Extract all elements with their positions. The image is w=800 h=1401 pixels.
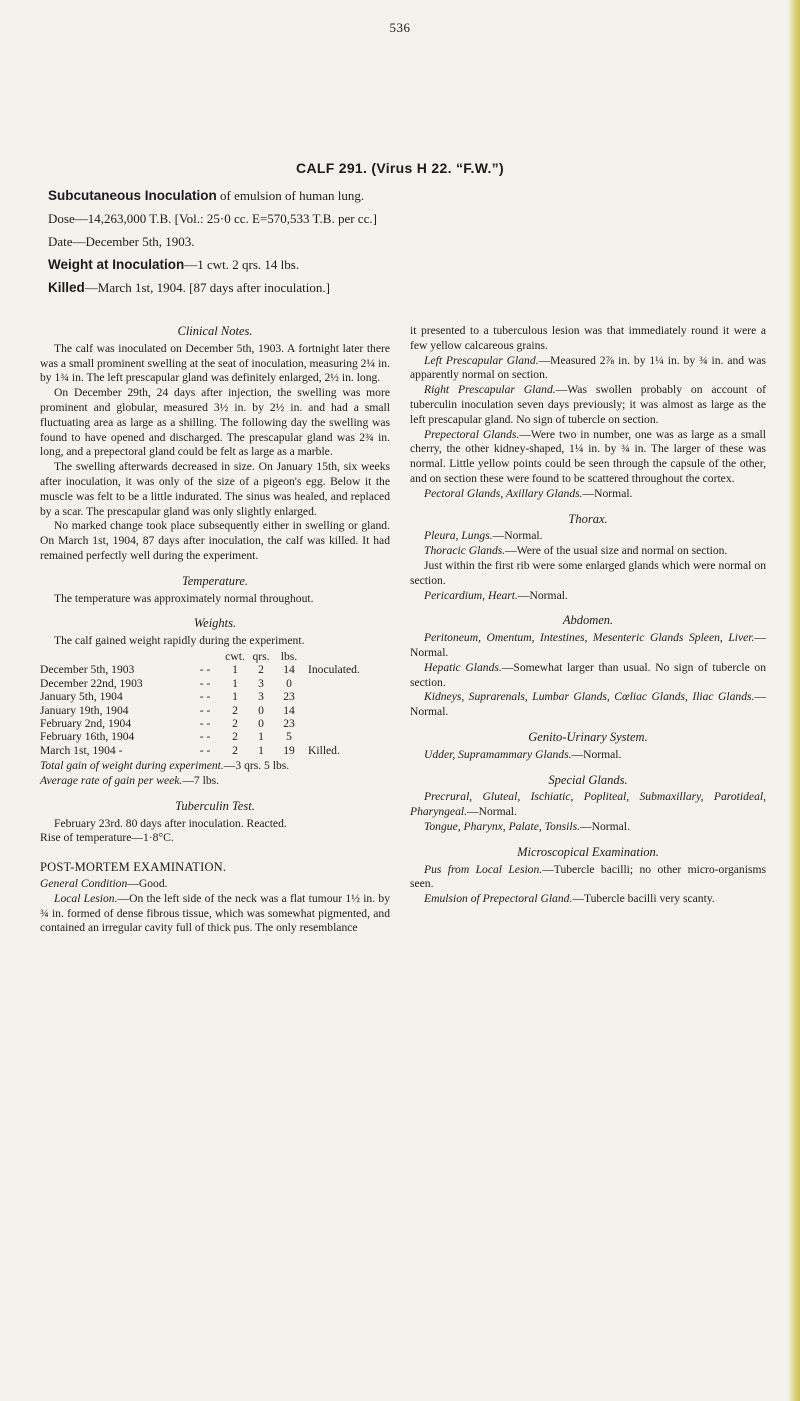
row-note (304, 690, 360, 703)
page-number: 536 (389, 20, 411, 35)
special-glands-heading: Special Glands. (548, 772, 628, 787)
row-dash: - - (199, 663, 211, 677)
pleura-text: —Normal. (492, 529, 543, 543)
kidneys (410, 690, 766, 720)
peritoneum-text: —Normal. (410, 631, 766, 659)
row-dash: - - (199, 730, 211, 744)
table-row (40, 677, 360, 690)
row-dash: - - (199, 676, 211, 690)
row-qrs: 3 (258, 676, 264, 690)
microscopical-heading: Microscopical Examination. (517, 844, 659, 859)
temperature-heading: Temperature. (181, 573, 249, 588)
row-date: March 1st, 1904 - (40, 743, 123, 757)
weight-label: Weight at Inoculation (48, 257, 185, 272)
general-condition-text: —Good. (127, 876, 168, 890)
udder (410, 748, 766, 763)
pectoral-text: —Normal. (582, 486, 633, 500)
right-column (410, 324, 766, 907)
weights-intro: The calf gained weight rapidly during the experiment. (54, 634, 305, 648)
row-date: December 5th, 1903 (40, 663, 135, 677)
kidneys-label: Kidneys, Suprarenals, Lumbar Glands, Cœliac Glands, Iliac Glands. (424, 690, 755, 704)
prepectoral-label: Prepectoral Glands. (424, 427, 520, 441)
hepatic-label: Hepatic Glands. (424, 660, 502, 674)
clinical-paragraph: On December 29th, 24 days after injection, the swelling was more prominent and globular, measured 3½ in. by 2½ in. and had a small fluctuating area as large as a shilling. The following day the swelling was found to have opened and discharged. The prescapular gland was 2¾ in. long, and a prepectoral gland could be felt as large as a marble. (40, 386, 390, 459)
row-cwt: 2 (232, 743, 238, 757)
hepatic (410, 661, 766, 691)
clinical-paragraph: The swelling afterwards decreased in size. On January 15th, six weeks after inoculation, it was only of the size of a pigeon's egg. Below it the muscle was felt to be a little indurated. The sinus was healed, and replaced by a scar. The prescapular gland was only slightly enlarged. (40, 460, 390, 518)
row-qrs: 1 (258, 730, 264, 744)
table-row (40, 704, 360, 717)
average-rate-value: —7 lbs. (182, 773, 220, 787)
pericardium-label: Pericardium, Heart. (424, 588, 518, 602)
prepectoral-text: —Were two in number, one was as large as a small cherry, the other kidney-shaped, 1¼ in. by ¾ in. The larger of these was normal. Little yellow points could be seen through the capsule of the other, and on section these were found to be scattered throughout the cortex. (410, 427, 766, 485)
pericardium (410, 589, 766, 604)
row-lbs: 14 (283, 663, 295, 677)
row-note: Killed. (308, 743, 340, 757)
hepatic-text: —Somewhat larger than usual. No sign of tubercle on section. (410, 660, 766, 689)
pericardium-text: —Normal. (517, 588, 568, 602)
row-cwt: 1 (232, 676, 238, 690)
peritoneum-label: Peritoneum, Omentum, Intestines, Mesenteric Glands Spleen, Liver. (424, 631, 755, 645)
row-dash: - - (199, 743, 211, 757)
tongue-text: —Normal. (580, 819, 630, 833)
clinical-paragraph: The calf was inoculated on December 5th, 1903. A fortnight later there was a small prominent swelling at the seat of inoculation, measuring 2¼ in. by 1¾ in. The left prescapular gland was definitely enlarged, 2½ in. long. (40, 341, 390, 385)
weight-line (48, 253, 768, 276)
abdomen-heading: Abdomen. (562, 613, 614, 628)
weights-header-row (40, 650, 360, 663)
pus-finding (410, 863, 766, 893)
thoracic-label: Thoracic Glands. (424, 544, 506, 558)
precrural-text: —Normal. (467, 805, 517, 819)
row-dash: - - (199, 703, 211, 717)
right-prescapular-label: Right Prescapular Gland. (424, 383, 556, 397)
thoracic (410, 544, 766, 559)
row-lbs: 0 (286, 676, 292, 690)
col-lbs: lbs. (280, 649, 298, 663)
tuberculin-paragraph: February 23rd. 80 days after inoculation. Reacted. (54, 816, 287, 830)
row-lbs: 23 (283, 690, 295, 704)
precrural (410, 790, 766, 820)
row-note (304, 677, 360, 690)
genito-urinary-heading: Genito-Urinary System. (528, 729, 648, 744)
table-row (40, 717, 360, 730)
emulsion-text: —Tubercle bacilli very scanty. (572, 892, 715, 906)
kidneys-text: —Normal. (410, 690, 766, 719)
pectoral-label: Pectoral Glands, Axillary Glands. (424, 486, 583, 500)
row-cwt: 1 (232, 690, 238, 704)
average-rate-label: Average rate of gain per week. (40, 773, 183, 787)
col-cwt: cwt. (225, 649, 245, 663)
prepectoral (410, 428, 766, 487)
total-gain-label: Total gain of weight during experiment. (40, 759, 224, 773)
right-prescapular-text: —Was swollen probably on account of tuberculin inoculation seven days previously; it was almost as large as the left prescapular gland. No sign of tubercle on section. (410, 383, 767, 426)
row-date: February 2nd, 1904 (40, 716, 132, 730)
row-lbs: 14 (283, 703, 295, 717)
row-date: January 5th, 1904 (40, 690, 123, 704)
row-cwt: 2 (232, 716, 238, 730)
weight-text: —1 cwt. 2 qrs. 14 lbs. (184, 257, 300, 272)
row-note (304, 704, 360, 717)
table-row (40, 744, 360, 757)
row-qrs: 2 (258, 663, 264, 677)
table-row (40, 663, 360, 676)
peritoneum (410, 631, 766, 661)
row-dash: - - (199, 716, 211, 730)
page-edge-stain (788, 0, 800, 1401)
pleura-label: Pleura, Lungs. (424, 529, 493, 543)
row-cwt: 1 (232, 663, 238, 677)
killed-line (48, 276, 768, 299)
local-lesion (40, 892, 390, 936)
table-row (40, 690, 360, 703)
general-condition-label: General Condition (40, 876, 128, 890)
row-note (304, 717, 360, 730)
dose-line: Dose—14,263,000 T.B. [Vol.: 25·0 cc. E=570,533 T.B. per cc.] (48, 211, 377, 226)
row-date: January 19th, 1904 (40, 703, 129, 717)
temperature-paragraph: The temperature was approximately normal throughout. (54, 591, 314, 605)
thoracic-note: Just within the first rib were some enlarged glands which were normal on section. (410, 558, 766, 587)
postmortem-heading: POST-MORTEM EXAMINATION. (40, 860, 227, 875)
row-lbs: 5 (286, 730, 292, 744)
udder-text: —Normal. (571, 747, 622, 761)
local-lesion-continued: it presented to a tuberculous lesion was that immediately round it were a few yellow calcareous grains. (410, 324, 766, 352)
total-gain-line (40, 759, 390, 774)
row-lbs: 23 (283, 716, 295, 730)
pleura (410, 529, 766, 544)
tongue-label: Tongue, Pharynx, Palate, Tonsils. (424, 819, 580, 833)
tongue (410, 820, 766, 835)
tuberculin-heading: Tuberculin Test. (175, 798, 255, 813)
killed-label: Killed (48, 280, 85, 295)
local-lesion-label: Local Lesion. (54, 891, 118, 905)
table-row (40, 730, 360, 743)
average-rate-line (40, 774, 390, 789)
row-qrs: 3 (258, 690, 264, 704)
inoculation-text: of emulsion of human lung. (216, 188, 365, 203)
killed-text: —March 1st, 1904. [87 days after inoculation.] (84, 280, 330, 295)
clinical-paragraph: No marked change took place subsequently either in swelling or gland. On March 1st, 1904, 87 days after inoculation, the calf was killed. It had remained perfectly well during the experiment. (40, 519, 390, 562)
row-cwt: 2 (232, 703, 238, 717)
row-qrs: 0 (258, 716, 264, 730)
clinical-heading: Clinical Notes. (177, 324, 253, 338)
emulsion-finding (410, 892, 766, 907)
weights-table (40, 650, 360, 757)
thoracic-text: —Were of the usual size and normal on section. (505, 544, 728, 558)
row-qrs: 1 (258, 743, 264, 757)
local-lesion-text: —On the left side of the neck was a flat tumour 1½ in. by ¾ in. formed of dense fibrous tissue, which was somewhat pigmented, and contained an irregular cavity full of thick pus. The only resemblance (40, 891, 390, 935)
row-date: December 22nd, 1903 (40, 676, 143, 690)
general-condition (40, 877, 390, 892)
weights-heading: Weights. (193, 616, 237, 631)
precrural-label: Precrural, Gluteal, Ischiatic, Popliteal, Submaxillary, Parotideal, Pharyngeal. (410, 790, 766, 819)
row-note (304, 730, 360, 743)
left-prescapular (410, 354, 766, 384)
pus-label: Pus from Local Lesion. (424, 862, 543, 876)
experiment-header (48, 184, 768, 299)
emulsion-label: Emulsion of Prepectoral Gland. (424, 892, 573, 906)
thorax-heading: Thorax. (568, 511, 608, 526)
right-prescapular (410, 383, 766, 427)
tuberculin-temperature: Rise of temperature—1·8°C. (40, 831, 174, 845)
row-lbs: 19 (283, 743, 295, 757)
date-line: Date—December 5th, 1903. (48, 234, 195, 249)
pus-text: —Tubercle bacilli; no other micro-organisms seen. (410, 862, 766, 891)
inoculation-label: Subcutaneous Inoculation (48, 188, 217, 203)
col-qrs: qrs. (252, 649, 270, 663)
left-prescapular-text: —Measured 2⅞ in. by 1¼ in. by ¾ in. and was apparently normal on section. (410, 353, 766, 382)
left-column (40, 324, 390, 936)
page-title: CALF 291. (Virus H 22. “F.W.”) (296, 160, 504, 176)
row-date: February 16th, 1904 (40, 730, 135, 744)
row-qrs: 0 (258, 703, 264, 717)
row-dash: - - (199, 690, 211, 704)
udder-label: Udder, Supramammary Glands. (424, 747, 572, 761)
row-cwt: 2 (232, 730, 238, 744)
left-prescapular-label: Left Prescapular Gland. (424, 353, 539, 367)
pectoral (410, 487, 766, 502)
total-gain-value: —3 qrs. 5 lbs. (223, 759, 290, 773)
inoculation-line (48, 184, 768, 207)
row-note: Inoculated. (308, 663, 360, 677)
